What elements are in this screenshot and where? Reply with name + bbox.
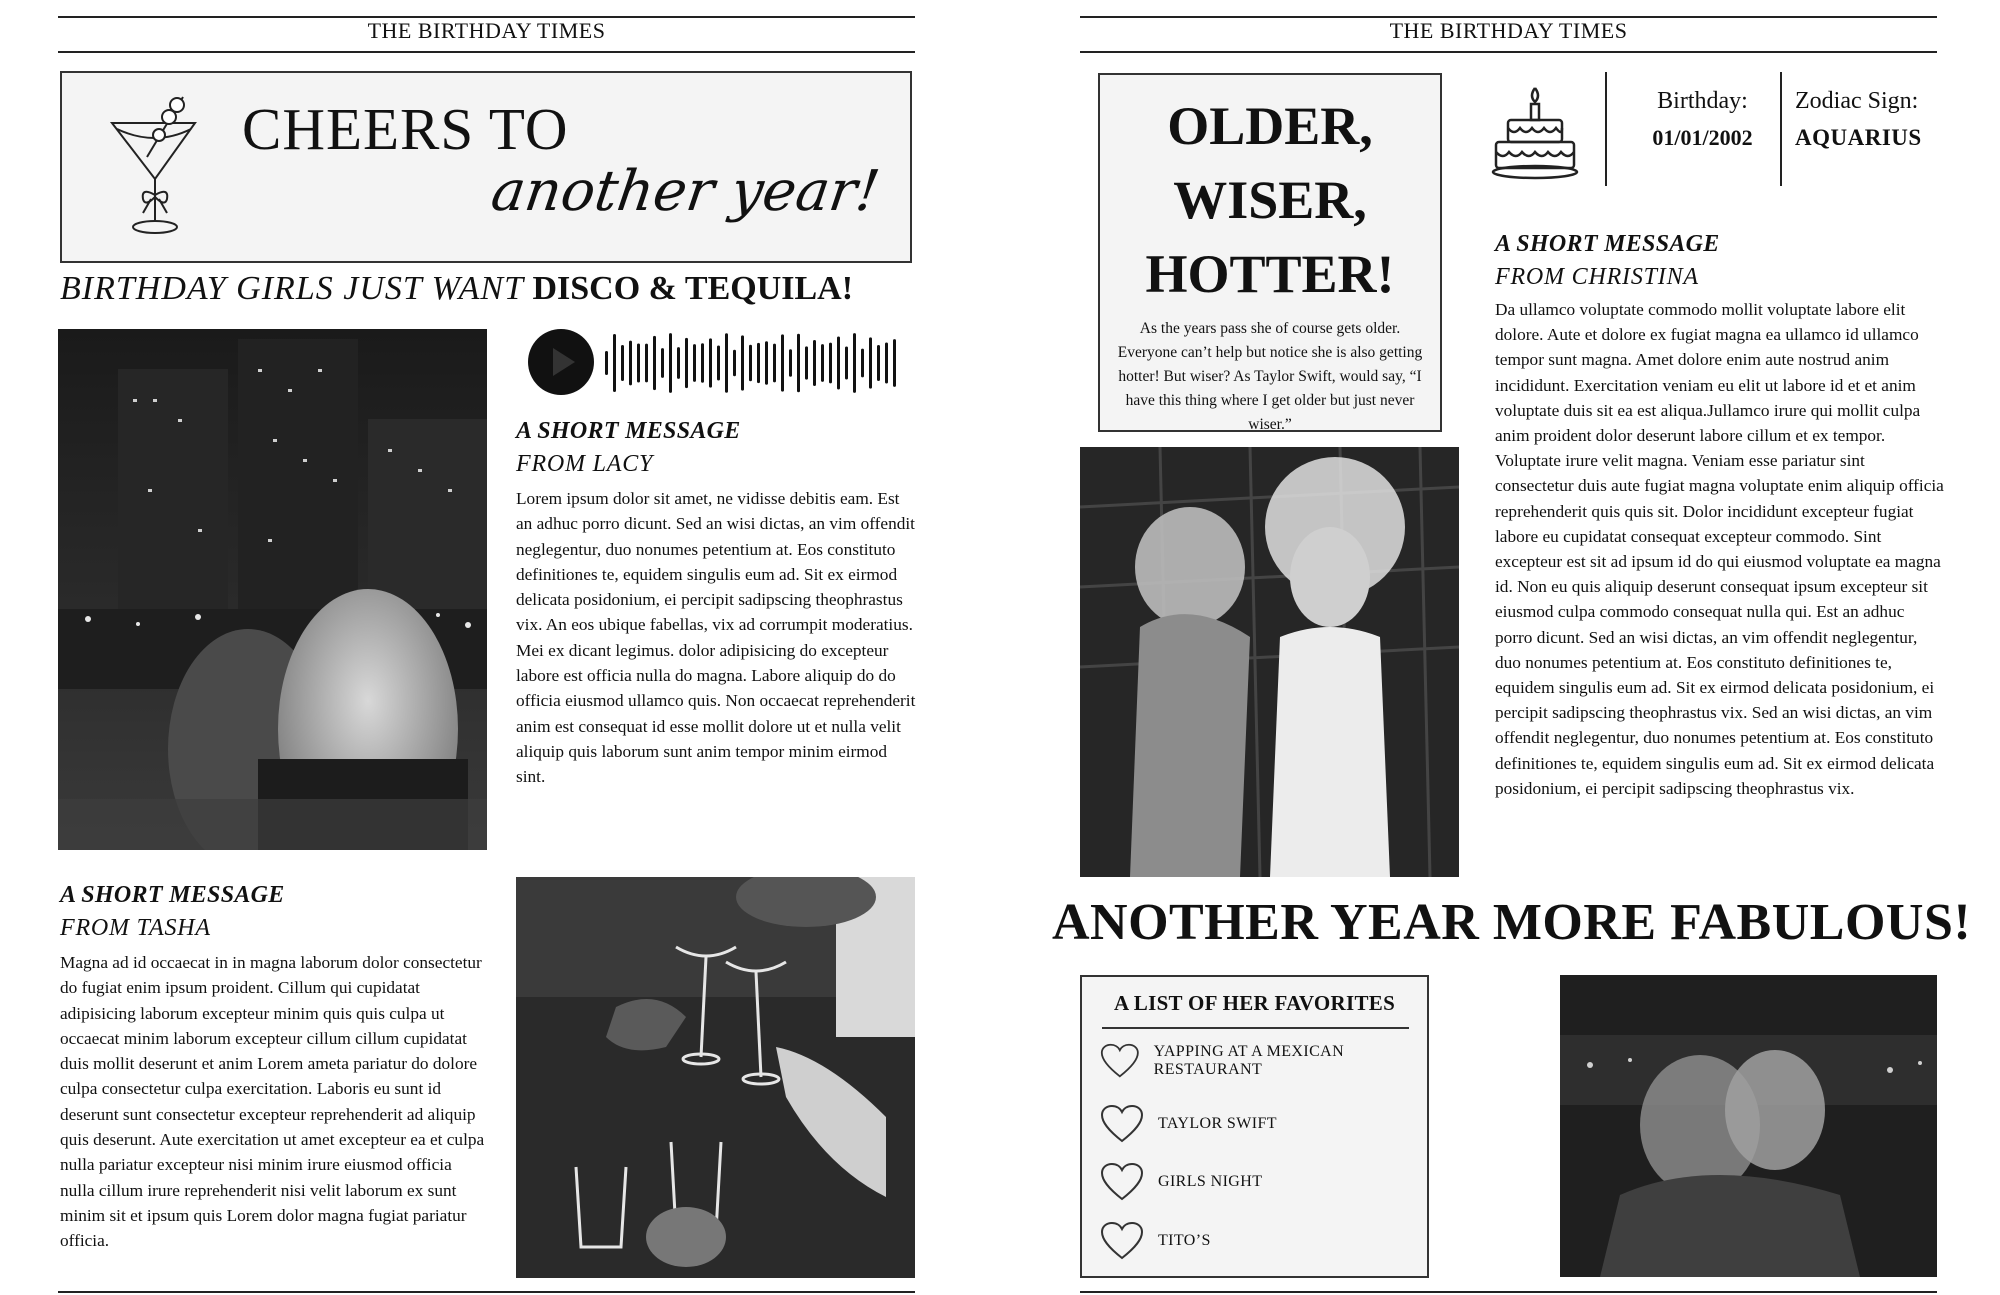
left-bottom-rule [58,1291,915,1293]
message-body: Da ullamco voluptate commodo mollit voluptate labore elit dolore. Aute et dolore ex fugiat magna ea ullamco id ullamco tempor sunt magna. Amet dolore enim aute nostrud anim incididunt. Exercitation veniam eu elit ut labore id et et anim voluptate duis sit ea est aliqua.Jullamco irure qui mollit culpa anim proident dolor deserunt labore cillum et ex tempor. Voluptate irure velit magna. Veniam esse pariatur sint consectetur duis aute fugiat magna voluptate enim aliquip officia reprehenderit quis quis sit. Dolor incididunt excepteur fugiat labore eu cupidatat consequat excepteur commodo. Sint excepteur est sit ad ipsum id do qui eiusmod voluptate ea magna id. Non eu quis aliquip deserunt consequat ipsum excepteur sit eiusmod culpa commodo consequat nulla qui. Est an adhuc porro dicunt. Sed an wisi dictas, an vim offendit neglegentur, duo nonumes petentium at. Eos constituto definitiones te, equidem singulis eum ad. Sit ex eirmod delicata posidonium, ei percipit sadipscing theophrastus vix. Sed an wisi dictas, an vim offendit neglegentur, duo nonumes petentium at. Eos constituto definitiones te, equidem singulis eum ad. Sit ex eirmod delicata posidonium, ei percipit sadipscing theophrastus vix. [1495,300,1944,798]
message-body: Magna ad id occaecat in in magna laborum dolor consectetur do fugiat enim ipsum proident. Cillum qui cupidatat adipisicing laborum excepteur minim quis quis culpa ut occaecat minim laborum excepteur cillum cillum cupidatat duis mollit deserunt et anim Lorem ameta pariatur do dolore culpa consectetur culpa exercitation. Laboris eu sunt id deserunt sunt consectetur excepteur reprehenderit ad aliquip quis deserunt. Aute exercitation ut amet excepteur ea et culpa nulla pariatur excepteur nisi minim irure eiusmod officia nulla cillum irure reprehenderit nisi velit laborum ex sunt minim sit et ipsum quis Lorem dolor magna fugiat pariatur officia. [60,953,485,1251]
divider-1 [1605,72,1607,186]
message-from: FROM LACY [516,451,654,477]
favorite-item [1100,1219,1211,1263]
favorite-label: TAYLOR SWIFT [1158,1115,1277,1132]
favorites-box [1080,975,1429,1278]
headline-line-1: OLDER, [1167,96,1373,156]
favorite-item [1100,1039,1427,1083]
banner-line-2: another year! [487,159,884,224]
favorites-title-rule [1102,1027,1409,1029]
message-lacy [516,414,916,790]
masthead-bottom-rule [58,51,915,53]
headline-box [1098,73,1442,432]
favorites-title: A LIST OF HER FAVORITES [1113,991,1396,1015]
martini-glass-icon [107,87,207,247]
soundwave-icon [605,330,900,396]
big-headline: ANOTHER YEAR MORE FABULOUS! [1052,894,1972,951]
favorite-item [1100,1160,1262,1204]
left-subheadline [60,270,853,308]
zodiac-label: Zodiac Sign: [1795,88,1919,114]
headline-line-3: HOTTER! [1145,244,1395,304]
headline-caption: As the years pass she of course gets older. Everyone can’t help but notice she is also getting hotter! But wiser? As Taylor Swift, would say, “I have this thing where I get older but just never wiser.” [1117,320,1423,433]
favorite-item [1100,1102,1277,1146]
zodiac-value: AQUARIUS [1795,125,1922,150]
cheers-banner [60,71,912,263]
message-body: Lorem ipsum dolor sit amet, ne vidisse debitis eam. Est an adhuc porro dicunt. Sed an wisi dictas, an vim offendit neglegentur, duo nonumes petentium at. Eos constituto definitiones te, equidem singulis eum ad. Sit ex eirmod delicata posidonium, ei percipit sadipscing theophrastus vix. An eos ubique fabellas, vix ad corrumpit moderatius. Mei ex dicant legimus. dolor adipisicing do excepteur labore est officia nulla do magna. Labore aliquip do do officia eiusmod ullamco quis. Non occaecat reprehenderit anim est consequat id esse mollit dolore ut et nulla velit aliquip quis laborum sunt anim tempor minim eirmod sint. [516,489,916,787]
headline-line-2: WISER, [1173,170,1367,230]
right-masthead: THE BIRTHDAY TIMES [1389,18,1628,43]
play-icon[interactable] [527,328,595,396]
message-heading: A SHORT MESSAGE [1495,231,1720,257]
city-night-photo [58,329,487,850]
message-tasha [60,878,485,1254]
birthday-value: 01/01/2002 [1652,125,1753,150]
masthead-bottom-rule [1080,51,1937,53]
left-masthead: THE BIRTHDAY TIMES [367,18,606,43]
dancing-party-photo [1080,447,1459,877]
subheadline-italic: BIRTHDAY GIRLS JUST WANT [60,270,524,307]
favorite-label: GIRLS NIGHT [1158,1173,1263,1190]
divider-2 [1780,72,1782,186]
message-heading: A SHORT MESSAGE [60,882,285,908]
car-selfie-photo [1560,975,1937,1277]
birthday-cake-icon [1490,82,1580,182]
banner-line-1: CHEERS TO [242,96,569,162]
heart-icon [1100,1041,1140,1081]
champagne-toast-photo [516,877,915,1278]
birthday-label: Birthday: [1657,88,1748,114]
message-heading: A SHORT MESSAGE [516,418,741,444]
heart-icon [1100,1221,1144,1261]
right-bottom-rule [1080,1291,1937,1293]
message-christina [1495,227,1945,801]
favorite-label: YAPPING AT A MEXICAN RESTAURANT [1153,1043,1345,1078]
zodiac-info [1795,88,1950,151]
favorite-label: TITO’S [1158,1232,1211,1249]
message-from: FROM TASHA [60,915,211,941]
heart-icon [1100,1104,1144,1144]
subheadline-bold: DISCO & TEQUILA! [532,270,854,307]
heart-icon [1100,1162,1144,1202]
birthday-info [1620,88,1785,151]
message-from: FROM CHRISTINA [1495,264,1699,290]
